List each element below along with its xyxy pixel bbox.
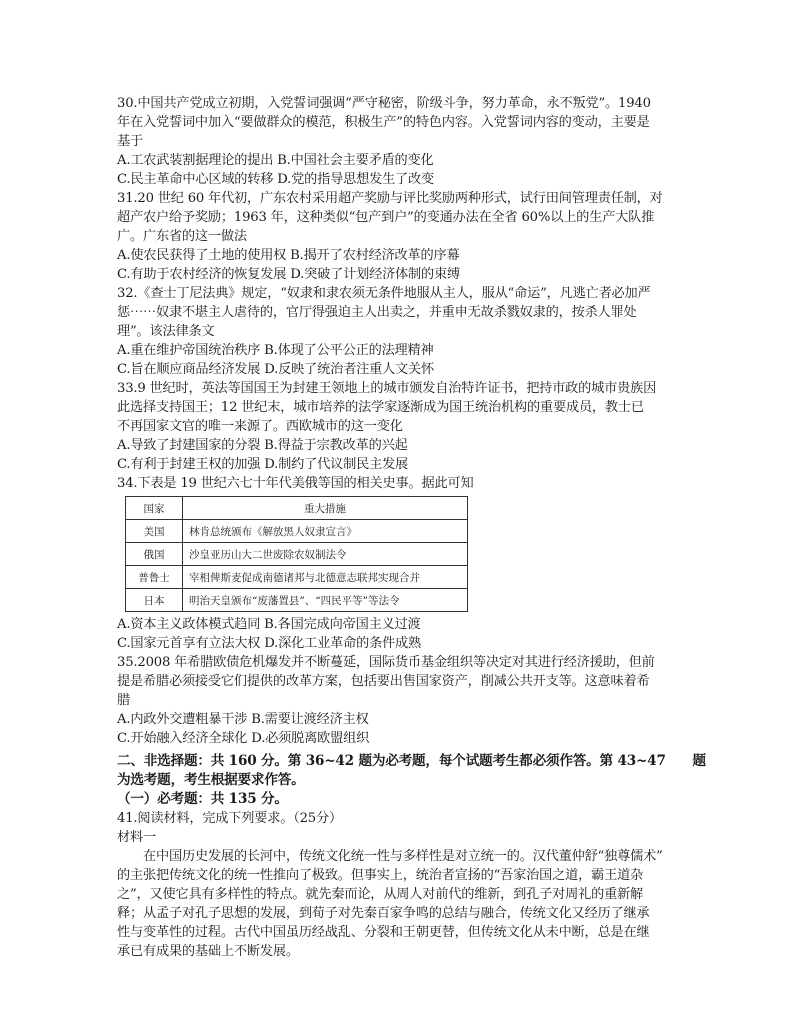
table-cell-country: 普鲁士 [126, 566, 183, 589]
options-cd: C.开始融入经济全球化 D.必须脱离欧盟组织 [117, 731, 370, 746]
options-ab: A.使农民获得了土地的使用权 B.揭开了农村经济改革的序幕 [117, 248, 460, 263]
options-ab: A.内政外交遭粗暴干涉 B.需要让渡经济主权 [117, 712, 369, 727]
question-stem: 32.《查士丁尼法典》规定，“奴隶和隶农须无条件地服从主人，服从“命运”，凡逃亡者必加严 [117, 286, 651, 301]
options-cd: C.民主革命中心区域的转移 D.党的指导思想发生了改变 [117, 172, 435, 187]
question-41 [117, 809, 679, 961]
section-heading: 二、非选择题：共 160 分。第 36~42 题为必考题，每个试题考生都必须作答。第 43~47 题 [117, 753, 706, 769]
question-stem: 广。广东省的这一做法 [117, 229, 247, 244]
options-cd: C.旨在顺应商品经济发展 D.反映了统治者注重人文关怀 [117, 362, 435, 377]
table-cell-country: 日本 [126, 589, 183, 612]
question-30 [117, 94, 679, 189]
section-heading: 为选考题，考生根据要求作答。 [117, 772, 305, 788]
question-stem: 41.阅读材料，完成下列要求。（25分） [117, 811, 342, 826]
question-stem: 不再国家文官的唯一来源了。西欧城市的这一变化 [117, 419, 403, 434]
options-ab: A.工农武装割据理论的提出 B.中国社会主要矛盾的变化 [117, 153, 434, 168]
section-two-heading [117, 752, 706, 809]
options-ab: A.重在维护帝国统治秩序 B.体现了公平公正的法理精神 [117, 343, 434, 358]
question-34 [117, 474, 679, 653]
table-row [126, 543, 468, 566]
history-events-table [125, 496, 468, 612]
question-32 [117, 284, 679, 379]
question-stem: 31.20 世纪 60 年代初，广东农村采用超产奖励与评比奖励两种形式，试行田间管理责任制，对 [117, 191, 663, 206]
material-paragraph: 的主张把传统文化的统一性推向了极致。但事实上，统治者宣扬的“吾家治国之道，霸王道杂 [117, 868, 644, 883]
options-ab: A.导致了封建国家的分裂 B.得益于宗教改革的兴起 [117, 438, 408, 453]
material-label: 材料一 [117, 830, 156, 845]
table-row [126, 566, 468, 589]
question-stem: 理”。该法律条文 [117, 324, 215, 339]
question-stem: 惩⋯⋯奴隶不堪主人虐待的，官厅得强迫主人出卖之，并重申无故杀戮奴隶的，按杀人罪处 [117, 305, 637, 320]
question-stem: 34.下表是 19 世纪六七十年代美俄等国的相关史事。据此可知 [117, 476, 474, 491]
question-stem: 超产农户给予奖励；1963 年，这种类似“包产到户”的变通办法在全省 60%以上的生产大队推 [117, 210, 655, 225]
material-paragraph: 承已有成果的基础上不断发展。 [117, 944, 299, 959]
table-row [126, 589, 468, 612]
options-cd: C.国家元首享有立法大权 D.深化工业革命的条件成熟 [117, 636, 422, 651]
table-cell-measure: 宰相俾斯麦促成南德诸邦与北德意志联邦实现合并 [183, 566, 468, 589]
table-cell-country: 美国 [126, 520, 183, 543]
options-ab: A.资本主义政体模式趋同 B.各国完成向帝国主义过渡 [117, 617, 421, 632]
options-cd: C.有助于农村经济的恢复发展 D.突破了计划经济体制的束缚 [117, 267, 460, 282]
table-header-country: 国家 [126, 497, 183, 520]
table-header-measure: 重大措施 [183, 497, 468, 520]
question-31 [117, 189, 679, 284]
question-33 [117, 379, 679, 474]
question-stem: 33.9 世纪时，英法等国国王为封建王领地上的城市颁发自治特许证书，把持市政的城市贵族因 [117, 381, 657, 396]
question-stem: 年在入党誓词中加入“要做群众的模范，积极生产”的特色内容。入党誓词内容的变动，主要是 [117, 115, 650, 130]
exam-page [117, 94, 706, 961]
material-paragraph: 之”，又使它具有多样性的特点。就先秦而论，从周人对前代的维新，到孔子对周礼的重新解 [117, 887, 644, 902]
question-stem: 基于 [117, 134, 143, 149]
options-cd: C.有利于封建王权的加强 D.制约了代议制民主发展 [117, 457, 409, 472]
material-paragraph: 在中国历史发展的长河中，传统文化统一性与多样性是对立统一的。汉代董仲舒“独尊儒术” [143, 849, 663, 864]
question-stem: 35.2008 年希腊欧债危机爆发并不断蔓延，国际货币基金组织等决定对其进行经济援助，但前 [117, 655, 655, 670]
question-stem: 此选择支持国王；12 世纪末，城市培养的法学家逐渐成为国王统治机构的重要成员，教士已 [117, 400, 644, 415]
table-cell-measure: 林肯总统颁布《解放黑人奴隶宣言》 [183, 520, 468, 543]
table-row [126, 520, 468, 543]
table-cell-country: 俄国 [126, 543, 183, 566]
table-header-row [126, 497, 468, 520]
material-paragraph: 释；从孟子对孔子思想的发展，到荀子对先秦百家争鸣的总结与融合，传统文化又经历了继承 [117, 906, 650, 921]
question-stem: 腊 [117, 693, 130, 708]
question-35 [117, 653, 679, 748]
table-cell-measure: 沙皇亚历山大二世废除农奴制法令 [183, 543, 468, 566]
subsection-heading: （一）必考题：共 135 分。 [117, 791, 288, 807]
material-paragraph: 性与变革性的过程。古代中国虽历经战乱、分裂和王朝更替，但传统文化从未中断，总是在继 [117, 925, 650, 940]
question-stem: 提是希腊必须接受它们提供的改革方案，包括要出售国家资产，削减公共开支等。这意味着希 [117, 674, 650, 689]
question-stem: 30.中国共产党成立初期，入党誓词强调“严守秘密，阶级斗争，努力革命，永不叛党”。1940 [117, 96, 651, 111]
table-cell-measure: 明治天皇颁布“废藩置县”、“四民平等”等法令 [183, 589, 468, 612]
